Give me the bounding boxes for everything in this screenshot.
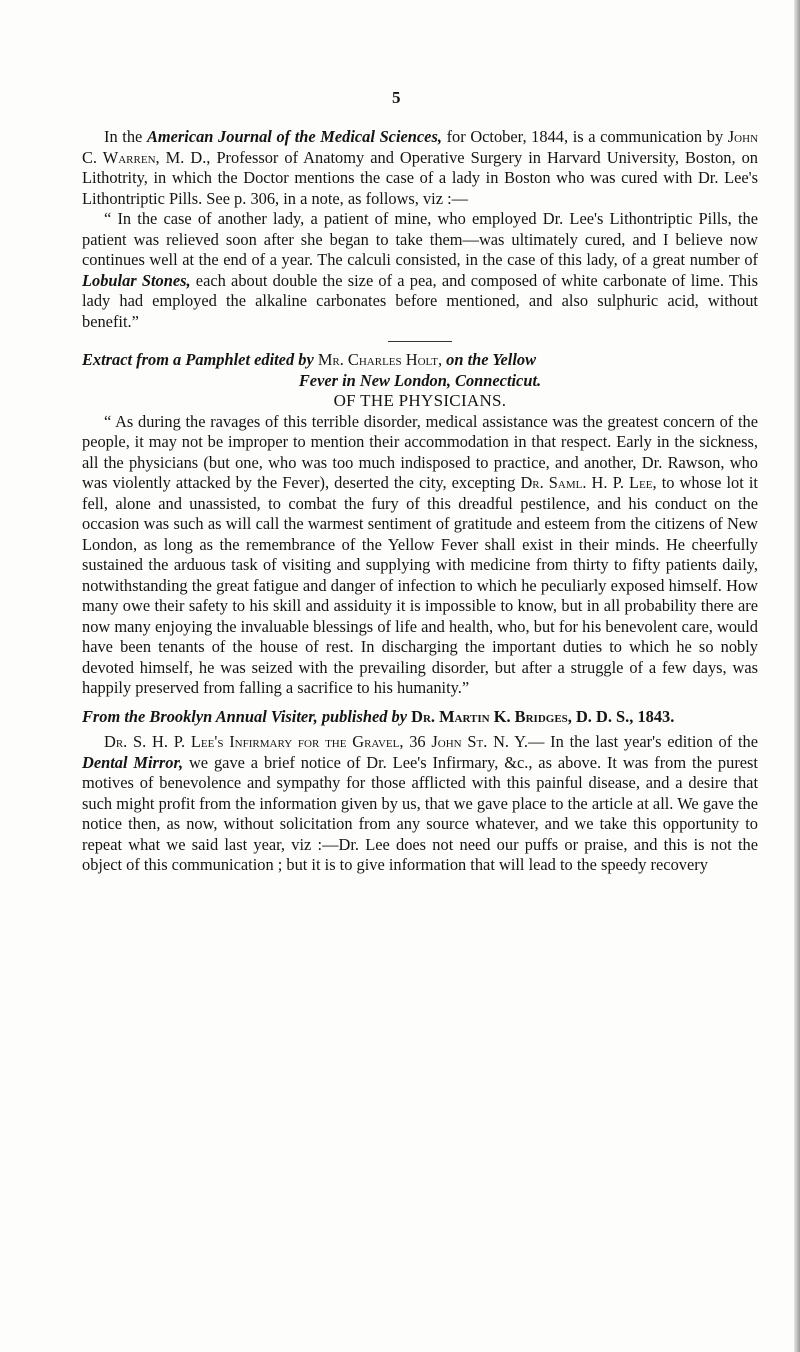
brooklyn-editor: Dr. Martin K. Bridges, D. D. S., xyxy=(411,706,634,726)
infirmary-name: Dr. S. H. P. Lee's Infirmary for the Gravel, 36 John St. N. Y. xyxy=(104,732,528,751)
journal-title: American Journal of the Medical Sciences, xyxy=(146,127,442,146)
text-column xyxy=(82,127,758,876)
paragraph-quotation: “ In the case of another lady, a patient of mine, who employed Dr. Lee's Lithontriptic Pills, the patient was relieved soon after she began to take them—was ultimately cured, and I believe now continues well at the end of a year. The calculi consisted, in the case of this lady, of a great number of Lobular Stones, each about double the size of a pea, and composed of white carbonate of lime. This lady had employed the alkaline carbonates before mentioned, and also sulphuric acid, without benefit.” xyxy=(82,209,758,331)
brooklyn-heading: From the Brooklyn Annual Visiter, published by Dr. Martin K. Bridges, D. D. S., 1843. xyxy=(82,706,675,726)
extract-heading: Extract from a Pamphlet edited by Mr. Charles Holt, on the Yellow xyxy=(82,350,537,369)
page-edge-shadow xyxy=(794,0,800,1352)
page-number: 5 xyxy=(392,88,401,107)
section-divider xyxy=(388,341,452,342)
physician-name: Dr. Saml. H. P. Lee, xyxy=(520,473,657,492)
dental-mirror-title: Dental Mirror, xyxy=(82,752,184,772)
editor-name: Mr. Charles Holt, xyxy=(317,350,443,369)
paragraph-infirmary: Dr. S. H. P. Lee's Infirmary for the Gravel, 36 John St. N. Y.— In the last year's edition of the Dental Mirror, we gave a brief notice of Dr. Lee's Infirmary, &c., as above. It was from the purest motives of benevolence and sympathy for those afflicted with this painful disease, and a desire that such might profit from the information given by us, that we gave place to the article at all. We gave the notice then, as now, without solicitation from any source whatever, and we take this opportunity to repeat what we said last year, viz :—Dr. Lee does not need our puffs or praise, and this is not the object of this communication ; but it is to give information that will lead to the speedy recovery xyxy=(82,732,759,874)
lobular-stones-term: Lobular Stones, xyxy=(82,270,191,290)
extract-heading-line2: Fever in New London, Connecticut. xyxy=(298,370,542,390)
paragraph-physicians: “ As during the ravages of this terrible disorder, medical assistance was the greatest concern of the people, it may not be improper to mention their accommodation in that respect. Early in the sickness, all the physicians (but one, who was too much indisposed to practice, and another, Dr. Rawson, who was violently attacked by the Fever), deserted the city, excepting Dr. Saml. H. P. Lee, to whose lot it fell, alone and unassisted, to combat the fury of this dreadful pestilence, and his conduct on the occasion was such as will call the warmest sentiment of gratitude and esteem from the citizens of New London, as long as the remembrance of the Yellow Fever shall exist in their minds. He cheerfully sustained the arduous task of visiting and supplying with medicine from thirty to fifty patients daily, notwithstanding the great fatigue and danger of infection to which he peculiarly exposed himself. How many owe their safety to his skill and assiduity it is impossible to know, but in all probability there are now many enjoying the invaluable blessings of life and health, who, but for his benevolent care, would have been tenants of the house of rest. In discharging the important duties to which he so nobly devoted himself, he was seized with the prevailing disorder, but after a struggle of a few days, was happily preserved from falling a sacrifice to his humanity.” xyxy=(82,411,758,697)
section-title: OF THE PHYSICIANS. xyxy=(333,391,507,410)
author-name: John C. Warren, xyxy=(82,127,759,167)
paragraph-journal-reference: In the American Journal of the Medical Sciences, for October, 1844, is a communication by John C. Warren, M. D., Professor of Anatomy and Operative Surgery in Harvard University, Boston, on Lithotrity, in which the Doctor mentions the case of a lady in Boston who was cured with Dr. Lee's Lithontriptic Pills. See p. 306, in a note, as follows, viz :— xyxy=(82,127,759,208)
